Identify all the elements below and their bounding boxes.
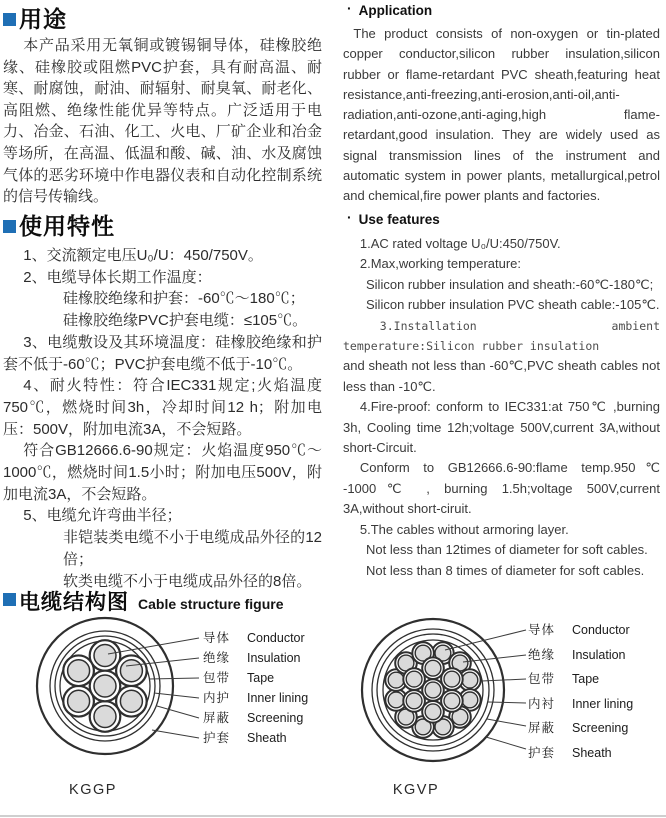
kgvp-caption: KGVP — [392, 782, 440, 798]
layer-label-zh: 导体 — [203, 631, 231, 645]
layer-label-en: Tape — [572, 672, 600, 687]
section-application — [343, 2, 660, 207]
layer-label-zh: 屏蔽 — [203, 711, 231, 725]
layer-label-row — [528, 643, 633, 668]
layer-label-row — [203, 668, 308, 688]
kgvp-conductors — [385, 642, 480, 737]
features-zh-item: 5、电缆允许弯曲半径； — [23, 507, 182, 525]
layer-label-zh: 导体 — [528, 623, 556, 637]
features-en-item: Silicon rubber insulation PVC sheath cable:-105℃. — [366, 297, 660, 313]
section-features-en — [343, 211, 660, 581]
features-en-heading-text: Use features — [358, 212, 440, 227]
layer-label-en: Sheath — [247, 731, 287, 745]
kggp-layer-labels — [203, 628, 308, 748]
features-en-item: and sheath not less than -60℃,PVC sheath cables not less than -10℃. — [343, 358, 660, 394]
section-marker-square — [3, 220, 16, 233]
features-zh-item: 硅橡胶绝缘PVC护套电缆：≤105℃。 — [63, 312, 308, 330]
layer-label-row — [528, 741, 633, 766]
features-zh-heading — [3, 213, 322, 239]
features-en-heading — [347, 211, 660, 228]
features-en-item: 1.AC rated voltage U₀/U:450/750V. — [359, 236, 561, 251]
structure-heading-zh: 电缆结构图 — [19, 591, 129, 614]
kggp-conductors — [63, 640, 146, 732]
layer-label-row — [528, 692, 633, 717]
structure-heading-en: Cable structure figure — [138, 596, 284, 612]
layer-label-en: Sheath — [572, 745, 612, 760]
section-marker-square — [3, 13, 16, 26]
layer-label-row — [203, 728, 308, 748]
features-en-item: Not less than 8 times of diameter for soft cables. — [366, 562, 645, 578]
page-bottom-edge — [0, 815, 666, 817]
layer-label-row — [203, 708, 308, 728]
features-zh-item: 4、耐火特性：符合IEC331规定;火焰温度750℃，燃烧时间3h，冷却时间12 h；附加电压：500V，附加电流3A，不会短路。 — [3, 377, 322, 438]
features-zh-item: 硅橡胶绝缘和护套：-60℃～180℃； — [63, 290, 305, 308]
features-en-item: Silicon rubber insulation and sheath:-60℃-180℃; — [366, 276, 654, 292]
layer-label-en: Insulation — [247, 651, 301, 665]
layer-label-zh: 护套 — [203, 731, 231, 745]
features-en-item: 4.Fire-proof: conform to IEC331:at 750℃ ,burning 3h, Cooling time 12h;voltage 500V,current 3A,without short-Circuit. — [343, 399, 660, 456]
layer-label-zh: 内护 — [203, 691, 231, 705]
features-zh-item: 3、电缆敷设及其环境温度：硅橡胶绝缘和护套不低于-60℃；PVC护套电缆不低于-10℃。 — [3, 333, 322, 373]
features-en-item: Not less than 12times of diameter for soft cables. — [366, 542, 648, 558]
features-zh-item: 2、电缆导体长期工作温度： — [23, 268, 212, 286]
layer-label-row — [203, 628, 308, 648]
features-en-item: Conform to GB12666.6-90:flame temp.950℃ -1000℃ , burning 1.5h;voltage 500V,current 3A,without short-ciruit. — [343, 460, 660, 517]
features-zh-item: 非铠装类电缆不小于电缆成品外径的12倍； — [63, 529, 322, 568]
application-heading-text: Application — [358, 3, 433, 18]
kggp-caption: KGGP — [69, 782, 117, 798]
bullet-dot-icon: · — [347, 0, 352, 16]
layer-label-en: Tape — [247, 671, 275, 685]
layer-label-row — [203, 648, 308, 668]
layer-label-zh: 绝缘 — [203, 651, 231, 665]
section-purpose — [3, 6, 322, 208]
layer-label-en: Screening — [572, 721, 629, 736]
layer-label-en: Inner lining — [247, 691, 309, 705]
purpose-heading — [3, 6, 322, 32]
purpose-body: 本产品采用无氧铜或镀锡铜导体，硅橡胶绝缘、硅橡胶或阻燃PVC护套，具有耐高温、耐寒、耐腐蚀，耐油、耐辐射、耐臭氧、耐老化、高阻燃、绝缘性能优异等特点。广泛适用于电力、冶金、石油、化工、火电、厂矿企业和冶金等场所，在高温、低温和酸、碱、油、水及腐蚀气体的恶劣环境中作电器仪表和自动化控制系统的信号传输线。 — [3, 37, 322, 206]
layer-label-row — [528, 667, 633, 692]
layer-label-zh: 内衬 — [528, 696, 556, 711]
layer-label-en: Insulation — [572, 647, 626, 662]
layer-label-en: Inner lining — [572, 696, 634, 711]
layer-label-en: Conductor — [247, 631, 305, 645]
features-en-item: 3.Installation ambient temperature:Silicon rubber insulation — [343, 318, 660, 354]
features-zh-item: 软类电缆不小于电缆成品外径的8倍。 — [63, 572, 312, 590]
layer-label-row — [528, 618, 633, 643]
features-zh-heading-text: 使用特性 — [19, 213, 115, 239]
features-zh-list — [3, 245, 322, 592]
layer-label-zh: 屏蔽 — [528, 721, 556, 736]
features-zh-item: 符合GB12666.6-90规定：火焰温度950℃～1000℃，燃烧时间1.5小时；附加电压500V，附加电流3A，不会短路。 — [3, 442, 322, 503]
layer-label-row — [203, 688, 308, 708]
layer-label-zh: 绝缘 — [528, 647, 556, 662]
layer-label-en: Conductor — [572, 623, 630, 637]
features-zh-item: 1、交流额定电压U₀/U：450/750V。 — [23, 247, 263, 264]
purpose-heading-text: 用途 — [19, 6, 67, 32]
bullet-dot-icon: · — [347, 209, 352, 225]
kgvp-layer-labels — [528, 618, 633, 766]
layer-label-en: Screening — [247, 711, 304, 725]
layer-label-zh: 包带 — [528, 672, 556, 687]
features-en-list — [343, 234, 660, 581]
layer-label-zh: 包带 — [203, 671, 231, 685]
layer-label-zh: 护套 — [528, 745, 556, 760]
section-features-zh — [3, 213, 322, 592]
features-en-item: 5.The cables without armoring layer. — [359, 521, 569, 537]
features-en-item: 2.Max,working temperature: — [359, 256, 522, 272]
application-heading — [347, 2, 660, 19]
layer-label-row — [528, 716, 633, 741]
application-body: The product consists of non-oxygen or tin-plated copper conductor,silicon rubber insulation,silicon rubber or flame-retardant PVC sheath,featuring heat resistance,anti-freezing,anti-erosion,anti-oil,anti-radiation,anti-ozone,anti-aging,high flame-retardant,good insulation. They are widely used as signal transmission lines of the instrument and automatic system in power plants, metallurgical,petrol and chemical,fire power plants and factories. — [343, 26, 660, 204]
kggp-leader-lines — [108, 638, 199, 738]
